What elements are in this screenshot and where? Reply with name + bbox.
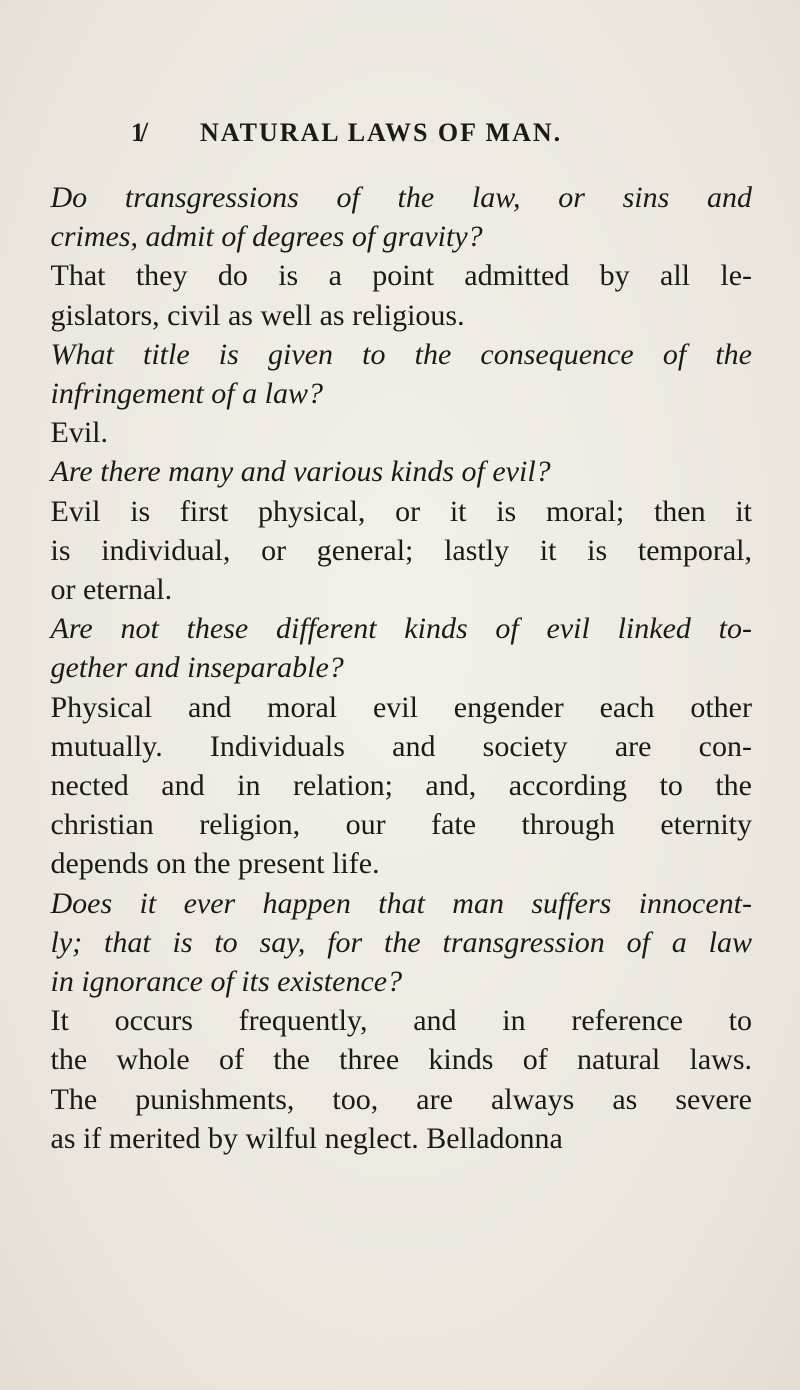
running-head: NATURAL LAWS OF MAN.	[200, 118, 563, 147]
line: Are there many and various kinds of evil?	[50, 455, 551, 489]
question-paragraph	[46, 452, 752, 491]
line: crimes, admit of degrees of gravity?	[50, 220, 483, 254]
question-paragraph	[46, 884, 752, 1002]
line: nected and in relation; and, according to the	[50, 769, 752, 803]
question-paragraph	[46, 335, 752, 413]
line: Are not these different kinds of evil linked to-	[50, 612, 752, 646]
page-number: 1̸	[131, 118, 145, 147]
line: Physical and moral evil engender each other	[50, 690, 752, 724]
line: ly; that is to say, for the transgression of a law	[50, 925, 752, 959]
line: What title is given to the consequence of the	[50, 337, 752, 371]
line: as if merited by wilful neglect. Belladonna	[50, 1121, 563, 1155]
question-paragraph	[46, 609, 752, 687]
question-paragraph	[46, 178, 752, 256]
line: Do transgressions of the law, or sins and	[50, 181, 752, 214]
line: or eternal.	[50, 573, 173, 607]
line: It occurs frequently, and in reference to	[50, 1004, 752, 1038]
line: christian religion, our fate through eternity	[50, 808, 752, 842]
line: That they do is a point admitted by all le-	[50, 259, 752, 293]
page-header	[0, 118, 800, 154]
line: infringement of a law?	[50, 377, 323, 411]
answer-paragraph	[46, 492, 752, 610]
line: The punishments, too, are always as severe	[50, 1082, 752, 1116]
answer-paragraph	[46, 688, 752, 884]
line: Does it ever happen that man suffers innocent-	[50, 886, 752, 920]
line: depends on the present life.	[50, 847, 380, 881]
line: is individual, or general; lastly it is temporal,	[50, 533, 752, 567]
answer-paragraph	[46, 413, 752, 452]
line: Evil is first physical, or it is moral; then it	[50, 494, 752, 528]
answer-paragraph	[46, 1001, 752, 1158]
line: gether and inseparable?	[50, 651, 344, 685]
line: the whole of the three kinds of natural laws.	[50, 1043, 752, 1077]
line: gislators, civil as well as religious.	[50, 298, 465, 332]
line: Evil.	[50, 416, 108, 450]
page-body	[46, 178, 752, 1158]
answer-paragraph	[46, 256, 752, 334]
line: in ignorance of its existence?	[50, 965, 403, 999]
line: mutually. Individuals and society are con-	[50, 729, 752, 763]
